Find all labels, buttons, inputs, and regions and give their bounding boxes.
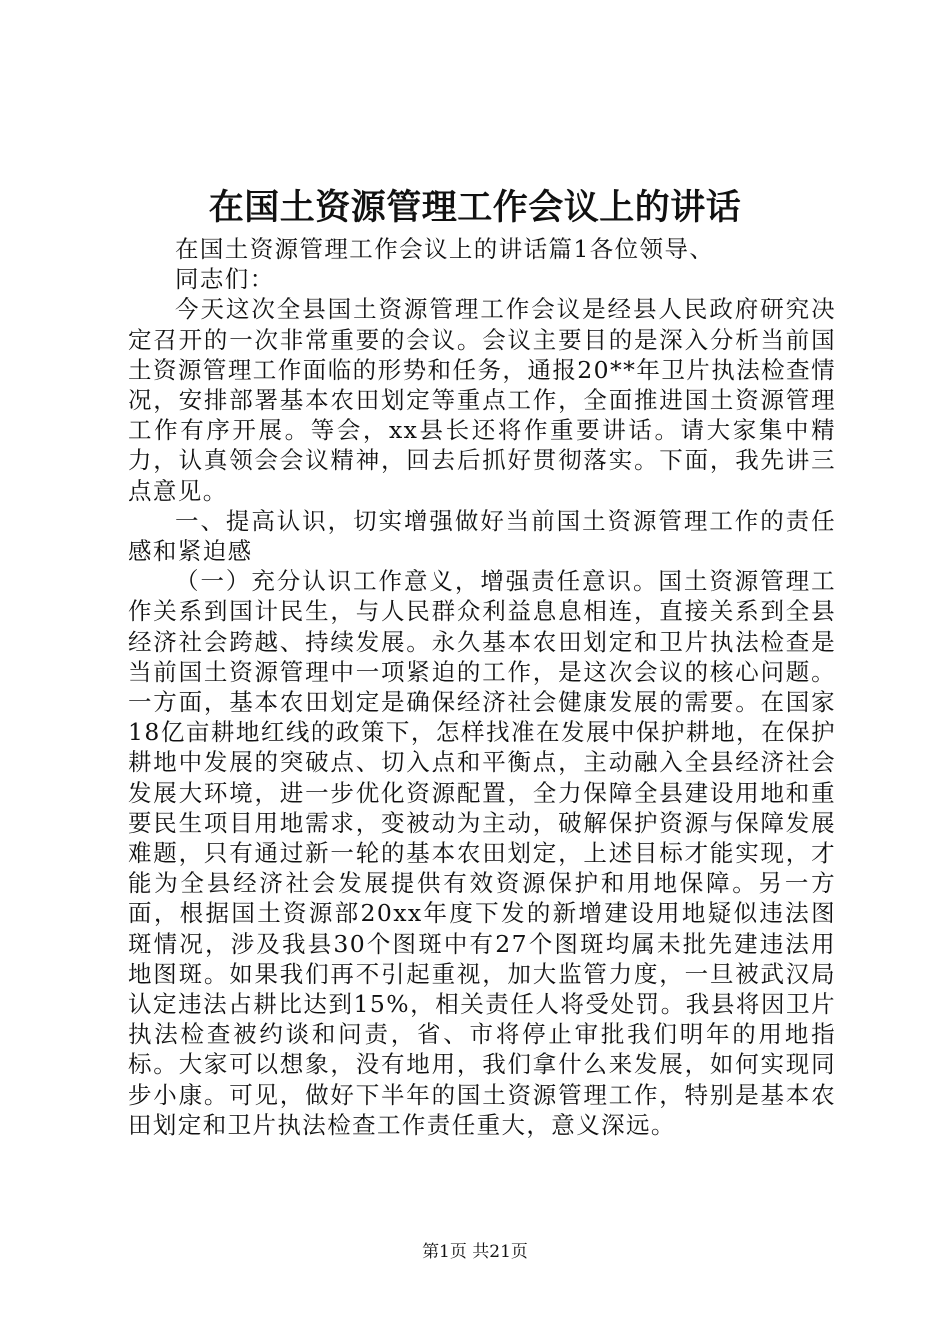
paragraph-opening: 今天这次全县国土资源管理工作会议是经县人民政府研究决定召开的一次非常重要的会议。会议主要目的是深入分析当前国土资源管理工作面临的形势和任务，通报20**年卫片执法检查情况，安排部署基本农田划定等重点工作，全面推进国土资源管理工作有序开展。等会，xx县长还将作重要讲话。请大家集中精力，认真领会会议精神，回去后抓好贯彻落实。下面，我先讲三点意见。	[128, 295, 836, 505]
page-footer: 第1页 共21页	[422, 1242, 528, 1262]
paragraph-subsection-1: （一）充分认识工作意义，增强责任意识。国土资源管理工作关系到国计民生，与人民群众利益息息相连，直接关系到全县经济社会跨越、持续发展。永久基本农田划定和卫片执法检查是当前国土资源管理中一项紧迫的工作，是这次会议的核心问题。一方面，基本农田划定是确保经济社会健康发展的需要。在国家18亿亩耕地红线的政策下，怎样找准在发展中保护耕地，在保护耕地中发展的突破点、切入点和平衡点，主动融入全县经济社会发展大环境，进一步优化资源配置，全力保障全县建设用地和重要民生项目用地需求，变被动为主动，破解保护资源与保障发展难题，只有通过新一轮的基本农田划定，上述目标才能实现，才能为全县经济社会发展提供有效资源保护和用地保障。另一方面，根据国土资源部20xx年度下发的新增建设用地疑似违法图斑情况，涉及我县30个图斑中有27个图斑均属未批先建违法用地图斑。如果我们再不引起重视，加大监管力度，一旦被武汉局认定违法占耕比达到15%，相关责任人将受处罚。我县将因卫片执法检查被约谈和问责，省、市将停止审批我们明年的用地指标。大家可以想象，没有地用，我们拿什么来发展，如何实现同步小康。可见，做好下半年的国土资源管理工作，特别是基本农田划定和卫片执法检查工作责任重大，意义深远。	[128, 567, 836, 1139]
paragraph-intro: 在国土资源管理工作会议上的讲话篇1各位领导、	[175, 235, 715, 263]
document-title: 在国土资源管理工作会议上的讲话	[208, 187, 742, 228]
document-body	[128, 234, 836, 1140]
paragraph-salutation: 同志们：	[175, 265, 275, 294]
section-heading-1: 一、提高认识，切实增强做好当前国土资源管理工作的责任感和紧迫感	[128, 506, 836, 566]
